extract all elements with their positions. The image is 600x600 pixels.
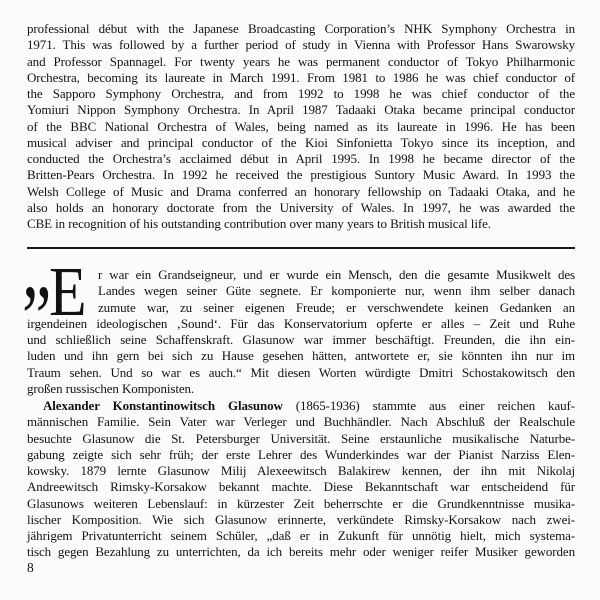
text-line: Andreewitsch Rimsky-Korsakow bekannt machte. Diese Bekanntschaft war entscheidend für <box>27 479 575 495</box>
text-line: also holds an honorary doctorate from the University of Wales. In 1997, he was awarded the <box>27 199 575 215</box>
text-line: the Sapporo Symphony Orchestra, and from 1992 to 1998 he was chief conductor of the <box>27 86 575 101</box>
bio-first-line-rest: (1865-1936) stammte aus einer reichen kauf- <box>282 398 575 413</box>
page-number: 8 <box>27 560 34 575</box>
text-line: großen russischen Komponisten. <box>27 380 195 396</box>
opening-quote-mark: „ <box>22 215 52 318</box>
text-line: Glasunows weiteren Lebenslauf: in kürzester Zeit beherrschte er die Grundkenntnisse musika- <box>27 495 575 511</box>
text-line: jährigem Privatunterricht seinem Schüler, „daß er in Zukunft für unnötig hielt, mich systema- <box>27 528 575 543</box>
text-line: CBE in recognition of his outstanding contribution over many years to British musical life. <box>27 216 491 231</box>
text-line: lischer Komposition. Wie sich Glasunow erinnerte, verkündete Rimsky-Korsakow nach zwei- <box>27 511 575 527</box>
section-divider-rule <box>27 247 575 249</box>
text-line: and Professor Spannagel. For twenty years he was permanent conductor of Tokyo Philharmonic <box>27 53 575 69</box>
composer-name-bold: Alexander Konstantinowitsch Glasunow <box>43 398 283 413</box>
text-line <box>27 398 575 414</box>
text-line: männischen Familie. Sein Vater war Verleger und Buchhändler. Nach Abschluß der Realschule <box>27 414 575 430</box>
text-line: irgendeinen ideologischen ‚Sound‘. Für das Konservatorium opferte er alles – Zeit und Ruhe <box>27 315 575 331</box>
text-line: gabung zeigte sich sehr früh; der erste Lehrer des Wunderkindes war der Pianist Narziss Elen- <box>27 446 575 462</box>
text-line: 1971. This was followed by a further period of study in Vienna with Professor Hans Swarowsky <box>27 37 575 53</box>
text-line: musical adviser and principal conductor of the Kioi Sinfonietta Tokyo since its inception, and <box>27 134 575 150</box>
paragraph-german-bio <box>27 398 575 561</box>
text-line: tisch gegen Bezahlung zu unterrichten, da ich bereits mehr oder weniger reifer Musiker geworden <box>27 544 575 560</box>
text-line: Yomiuri Nippon Symphony Orchestra. In April 1987 Tadaaki Otaka became principal conductor <box>27 102 575 118</box>
text-line: Britten-Pears Orchestra. In 1992 he received the prestigious Suntory Music Award. In 1993 the <box>27 167 575 183</box>
text-line: of the BBC National Orchestra of Wales, being named as its laureate in 1996. He has been <box>27 118 575 134</box>
text-line: Traum sehen. Und so war es auch.“ Mit diesen Worten würdigte Dmitri Schostakowitsch den <box>27 364 575 380</box>
text-line: kowsky. 1879 lernte Glasunow Milij Alexeewitsch Balakirew kennen, der ihn mit Nikolaj <box>27 463 575 478</box>
text-line: zumute war, zu seiner eigenen Freude; er verschwendete keinen Gedanken an <box>98 299 575 315</box>
text-line: Landes wegen seiner Güte segnete. Er komponierte nur, wenn ihm selber danach <box>98 283 575 299</box>
text-line: besuchte Glasunow die St. Petersburger Universität. Seine erstaunliche musikalische Naturbe- <box>27 430 575 446</box>
text-line: professional début with the Japanese Broadcasting Corporation’s NHK Symphony Orchestra in <box>27 21 575 36</box>
text-line: Orchestra, becoming its laureate in March 1991. From 1981 to 1986 he was chief conductor of <box>27 69 575 85</box>
text-line: conducted the Orchestra’s acclaimed début in April 1995. In 1998 he became director of the <box>27 151 575 166</box>
text-line: Welsh College of Music and Drama conferred an honorary fellowship on Tadaaki Otaka, and he <box>27 183 575 199</box>
text-line: r war ein Grandseigneur, und er wurde ein Mensch, den die gesamte Musikwelt des <box>98 267 575 282</box>
drop-cap-letter: E <box>49 254 87 331</box>
paragraph-english-otaka <box>27 21 575 232</box>
text-line: luden und ihn gern bei sich zu Hause gesehen hätten, antwortete er, sie könnten ihn nur im <box>27 348 575 364</box>
text-line: und schließlich seine Schaffenskraft. Glasunow war immer beschäftigt. Freunden, die ihn ein- <box>27 332 575 347</box>
